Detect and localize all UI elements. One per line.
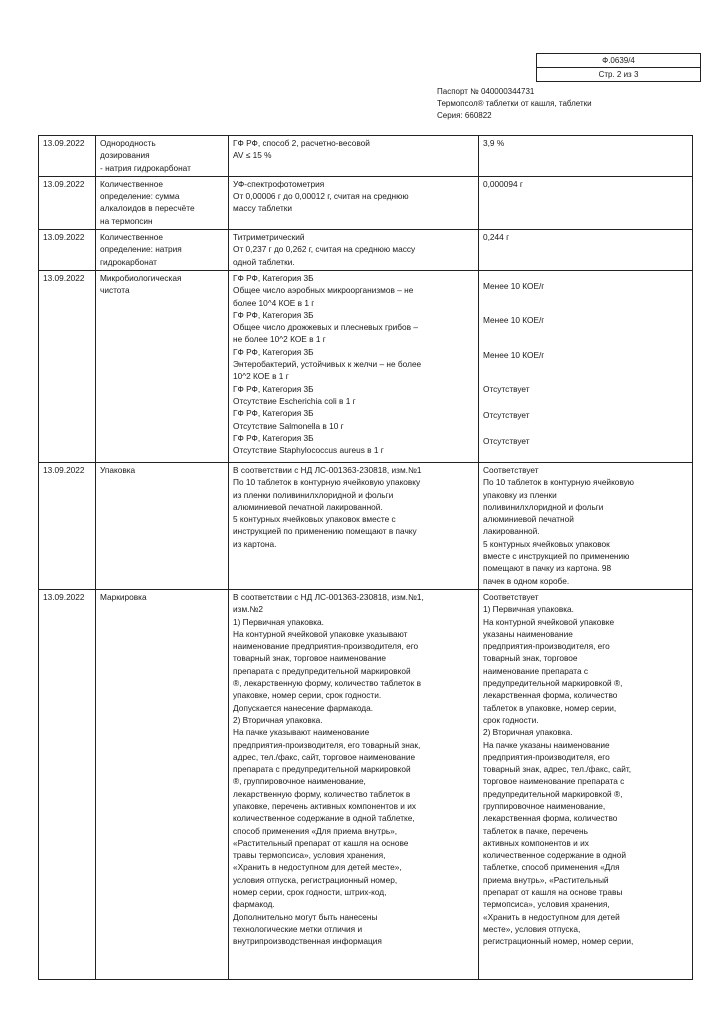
test-result-line: препарат от кашля на основе травы: [483, 887, 623, 898]
test-indicator: [96, 230, 229, 271]
test-norm-line: количественное содержание в одной таблетке,: [233, 813, 415, 824]
test-norm-line: AV ≤ 15 %: [233, 150, 272, 161]
product-name: Термопсол® таблетки от кашля, таблетки: [437, 99, 592, 108]
form-code: Ф.0639/4: [602, 56, 635, 65]
test-result-line: пачек в одном коробе.: [483, 575, 570, 586]
table-row: [39, 176, 693, 229]
test-result-line: Менее 10 КОЕ/г: [483, 315, 545, 326]
test-norm-line: Отсутствие Staphylococcus aureus в 1 г: [233, 445, 384, 456]
test-norm-line: В соответствии с НД ЛС-001363-230818, изм.№1,: [233, 591, 424, 602]
test-result-line: Менее 10 КОЕ/г: [483, 349, 545, 360]
test-norm-line: травы термопсиса», условия хранения,: [233, 850, 386, 861]
test-result-line: На пачке указаны наименование: [483, 739, 610, 750]
test-norm-line: инструкцией по применению помещают в пачку: [233, 526, 417, 537]
test-norm-line: ГФ РФ, Категория 3Б: [233, 408, 314, 419]
test-result-line: На контурной ячейковой упаковке: [483, 616, 615, 627]
test-norm-line: технологические метки отличия и: [233, 923, 363, 934]
page-number: Стр. 2 из 3: [537, 67, 700, 81]
test-norm-line: Допускается нанесение фармакода.: [233, 702, 374, 713]
test-norm-line: условия отпуска, регистрационный номер,: [233, 874, 398, 885]
test-result-line: По 10 таблеток в контурную ячейковую: [483, 477, 635, 488]
test-norm-line: ГФ РФ, способ 2, расчетно-весовой: [233, 138, 370, 148]
test-indicator-line: на термопсин: [100, 215, 153, 226]
test-norm-line: ГФ РФ, Категория 3Б: [233, 383, 314, 394]
test-norm-line: ®, лекарственную форму, количество таблеток в: [233, 678, 422, 689]
test-result-line: предприятия-производителя, его: [483, 751, 610, 762]
test-result-line: 1) Первичная упаковка.: [483, 604, 574, 615]
test-indicator-line: гидрокарбонат: [100, 256, 157, 267]
test-result-line: алюминиевой печатной: [483, 514, 574, 525]
test-result-line: Отсутствует: [483, 410, 530, 421]
test-result-line: предупредительной маркировкой ®,: [483, 678, 623, 689]
test-indicator-line: Количественное: [100, 232, 163, 243]
test-norm: [229, 589, 479, 979]
test-indicator: [96, 136, 229, 177]
test-result-line: таблеток в упаковке, номер серии,: [483, 702, 617, 713]
table-row: [39, 462, 693, 589]
test-result-line: количественное содержание в одной: [483, 850, 627, 861]
test-date: 13.09.2022: [39, 136, 96, 177]
test-norm-line: упаковке, перечень активных компонентов и их: [233, 800, 417, 811]
test-result-line: термопсиса», условия хранения,: [483, 899, 610, 910]
test-norm-line: Общее число аэробных микроорганизмов – не: [233, 285, 414, 296]
test-result-line: лекарственная форма, количество: [483, 690, 618, 701]
test-result: [479, 462, 693, 589]
table-row: [39, 270, 693, 462]
test-result-line: таблеток в пачке, перечень: [483, 825, 588, 836]
test-indicator: [96, 270, 229, 462]
test-result-line: месте», условия отпуска,: [483, 923, 581, 934]
test-indicator-line: Микробиологическая: [100, 272, 182, 283]
test-indicator-line: Однородность: [100, 138, 156, 148]
test-date: 13.09.2022: [39, 589, 96, 979]
test-norm-line: изм.№2: [233, 604, 263, 615]
test-norm-line: фармакод.: [233, 899, 275, 910]
test-result-line: Соответствует: [483, 464, 539, 475]
test-norm-line: не более 10^2 КОЕ в 1 г: [233, 334, 326, 345]
passport-number: Паспорт № 040000344731: [437, 87, 535, 96]
test-norm-line: Дополнительно могут быть нанесены: [233, 911, 378, 922]
test-result-line: 5 контурных ячейковых упаковок: [483, 538, 610, 549]
test-norm-line: адрес, тел./факс, сайт, торговое наименование: [233, 751, 416, 762]
test-norm-line: От 0,00006 г до 0,00012 г, считая на среднюю: [233, 191, 409, 202]
test-norm-line: способ применения «Для приема внутрь»,: [233, 825, 398, 836]
test-date: 13.09.2022: [39, 462, 96, 589]
test-norm-line: «Растительный препарат от кашля на основе: [233, 837, 409, 848]
test-norm: [229, 176, 479, 229]
test-result-line: «Хранить в недоступном для детей: [483, 911, 620, 922]
test-norm: [229, 230, 479, 271]
test-result-line: предупредительной маркировкой ®,: [483, 788, 623, 799]
test-result: [479, 230, 693, 271]
test-indicator-line: Количественное: [100, 178, 163, 189]
test-norm-line: ®, группировочное наименование,: [233, 776, 366, 787]
test-norm-line: упаковке, номер серии, срок годности.: [233, 690, 382, 701]
table-row: [39, 136, 693, 177]
test-indicator: [96, 462, 229, 589]
test-result-line: наименование препарата с: [483, 665, 589, 676]
test-indicator-line: - натрия гидрокарбонат: [100, 162, 191, 173]
test-norm-line: ГФ РФ, Категория 3Б: [233, 272, 314, 283]
test-result-line: 0,000094 г: [483, 178, 523, 189]
test-result: [479, 176, 693, 229]
test-result-line: регистрационный номер, номер серии,: [483, 936, 634, 947]
test-result-line: товарный знак, торговое: [483, 653, 578, 664]
test-results-table: [38, 135, 693, 980]
test-norm-line: предприятия-производителя, его товарный знак,: [233, 739, 421, 750]
test-norm-line: более 10^4 КОЕ в 1 г: [233, 297, 315, 308]
test-norm-line: товарный знак, торговое наименование: [233, 653, 386, 664]
test-norm-line: 5 контурных ячейковых упаковок вместе с: [233, 514, 396, 525]
test-norm-line: препарата с предупредительной маркировкой: [233, 764, 411, 775]
test-result-line: Менее 10 КОЕ/г: [483, 280, 545, 291]
test-result-line: поливинилхлоридной и фольги: [483, 501, 604, 512]
test-norm-line: Отсутствие Escherichia coli в 1 г: [233, 395, 356, 406]
test-norm-line: Общее число дрожжевых и плесневых грибов –: [233, 322, 418, 333]
test-indicator-line: Маркировка: [100, 591, 147, 602]
test-result: [479, 589, 693, 979]
test-norm: [229, 136, 479, 177]
test-norm-line: По 10 таблеток в контурную ячейковую упаковку: [233, 477, 421, 488]
test-norm: [229, 462, 479, 589]
test-norm-line: из пленки поливинилхлоридной и фольги: [233, 489, 394, 500]
table-row: [39, 589, 693, 979]
test-indicator-line: алкалоидов в пересчёте: [100, 203, 195, 214]
test-norm-line: От 0,237 г до 0,262 г, считая на среднюю массу: [233, 244, 416, 255]
test-indicator-line: Упаковка: [100, 464, 136, 475]
test-result-line: 2) Вторичная упаковка.: [483, 727, 573, 738]
test-norm-line: На пачке указывают наименование: [233, 727, 370, 738]
test-result-line: Соответствует: [483, 591, 539, 602]
test-norm-line: номер серии, срок годности, штрих-код,: [233, 887, 387, 898]
series-number: Серия: 660822: [437, 111, 492, 120]
test-result-line: указаны наименование: [483, 628, 573, 639]
test-result: [479, 270, 693, 462]
test-result-line: товарный знак, адрес, тел./факс, сайт,: [483, 764, 632, 775]
test-norm-line: лекарственную форму, количество таблеток в: [233, 788, 411, 799]
test-norm-line: 10^2 КОЕ в 1 г: [233, 371, 289, 382]
test-norm-line: наименование предприятия-производителя, его: [233, 641, 419, 652]
test-result-line: группировочное наименование,: [483, 800, 606, 811]
test-indicator: [96, 176, 229, 229]
test-result-line: лакированной.: [483, 526, 540, 537]
test-norm-line: одной таблетки.: [233, 256, 295, 267]
test-result-line: помещают в пачку из картона. 98: [483, 563, 612, 574]
test-norm-line: Титриметрический: [233, 232, 305, 243]
table-row: [39, 230, 693, 271]
test-result: [479, 136, 693, 177]
test-norm-line: На контурной ячейковой упаковке указывают: [233, 628, 408, 639]
test-date: 13.09.2022: [39, 176, 96, 229]
test-norm-line: «Хранить в недоступном для детей месте»,: [233, 862, 402, 873]
form-code-box: [536, 53, 701, 82]
test-norm-line: внутрипроизводственная информация: [233, 936, 382, 947]
document-header: [437, 86, 592, 122]
test-date: 13.09.2022: [39, 270, 96, 462]
test-result-line: 0,244 г: [483, 232, 510, 243]
test-result-line: Отсутствует: [483, 383, 530, 394]
test-result-line: приема внутрь», «Растительный: [483, 874, 609, 885]
test-norm-line: В соответствии с НД ЛС-001363-230818, изм.№1: [233, 464, 422, 475]
test-norm-line: алюминиевой печатной лакированной.: [233, 501, 383, 512]
test-result-line: торговое наименование препарата с: [483, 776, 625, 787]
test-norm-line: Отсутствие Salmonella в 10 г: [233, 420, 344, 431]
test-norm-line: 2) Вторичная упаковка.: [233, 714, 323, 725]
test-norm: [229, 270, 479, 462]
test-date: 13.09.2022: [39, 230, 96, 271]
test-indicator-line: дозирования: [100, 150, 150, 161]
test-norm-line: УФ-спектрофотометрия: [233, 178, 325, 189]
test-result-line: активных компонентов и их: [483, 837, 589, 848]
test-result-line: предприятия-производителя, его: [483, 641, 610, 652]
test-norm-line: Энтеробактерий, устойчивых к желчи – не более: [233, 359, 422, 370]
test-result-line: 3,9 %: [483, 138, 505, 148]
test-norm-line: ГФ РФ, Категория 3Б: [233, 346, 314, 357]
test-norm-line: из картона.: [233, 538, 277, 549]
test-result-line: срок годности.: [483, 714, 539, 725]
test-indicator: [96, 589, 229, 979]
test-result-line: вместе с инструкцией по применению: [483, 551, 630, 562]
test-norm-line: препарата с предупредительной маркировкой: [233, 665, 411, 676]
test-result-line: таблетке, способ применения «Для: [483, 862, 620, 873]
test-result-line: Отсутствует: [483, 436, 530, 447]
test-indicator-line: чистота: [100, 285, 130, 296]
test-indicator-line: определение: натрия: [100, 244, 182, 255]
test-norm-line: массу таблетки: [233, 203, 293, 214]
test-norm-line: ГФ РФ, Категория 3Б: [233, 432, 314, 443]
test-norm-line: ГФ РФ, Категория 3Б: [233, 309, 314, 320]
test-indicator-line: определение: сумма: [100, 191, 180, 202]
test-result-line: лекарственная форма, количество: [483, 813, 618, 824]
test-norm-line: 1) Первичная упаковка.: [233, 616, 324, 627]
test-result-line: упаковку из пленки: [483, 489, 557, 500]
